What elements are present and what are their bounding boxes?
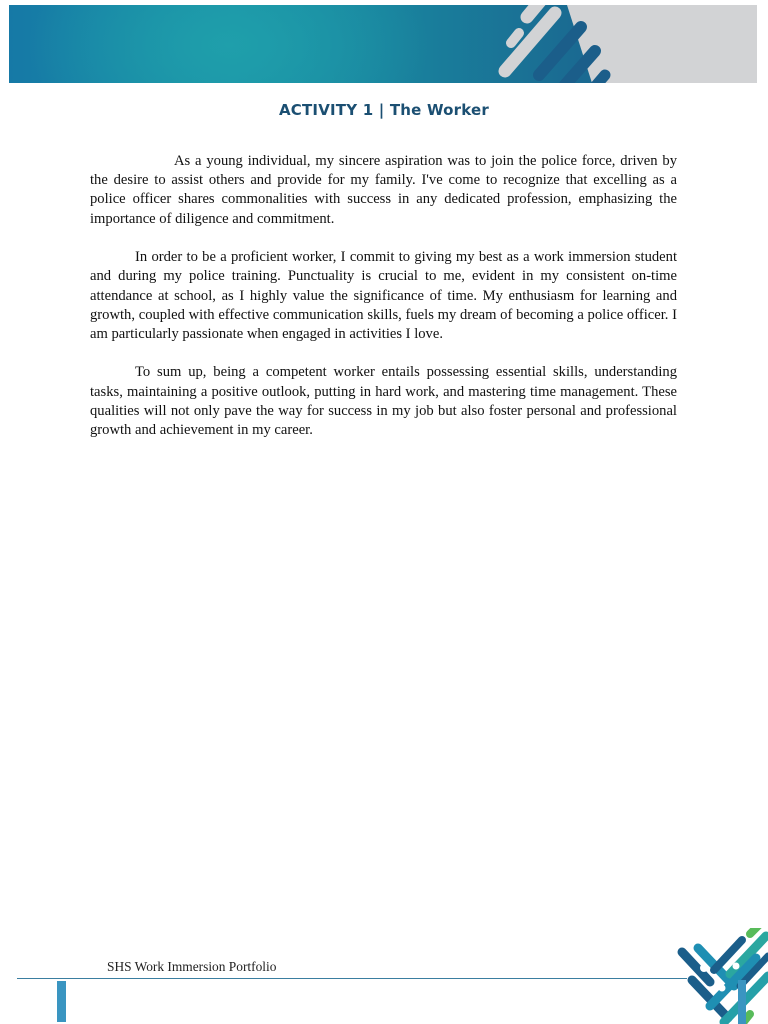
header-stripes-graphic: [497, 5, 757, 83]
header-banner: [9, 5, 757, 83]
document-body: [90, 152, 677, 460]
footer-label: SHS Work Immersion Portfolio: [107, 959, 277, 974]
paragraph-2: In order to be a proficient worker, I commit to giving my best as a work immersion student and during my police training. Punctuality is crucial to me, evident in my consistent on-time attendance at school, as I highly value the significance of time. My enthusiasm for learning and growth, coupled with effective communication skills, fuels my dream of becoming a police officer. I am particularly passionate when engaged in activities I love.: [90, 249, 677, 342]
footer-divider: [17, 978, 687, 979]
footer-stripes-graphic: [670, 928, 768, 1024]
footer-accent-bar: [57, 981, 66, 1022]
paragraph-1: As a young individual, my sincere aspiration was to join the police force, driven by the desire to assist others and provide for my family. I've come to recognize that excelling as a police officer shares commonalities with success in any dedicated profession, emphasizing the importance of diligence and commitment.: [90, 153, 677, 227]
page-title: ACTIVITY 1 | The Worker: [278, 101, 490, 119]
paragraph-3: To sum up, being a competent worker entails possessing essential skills, understanding tasks, maintaining a positive outlook, putting in hard work, and mastering time management. These qualities will not only pave the way for success in my job but also foster personal and professional growth and achievement in my career.: [90, 364, 677, 439]
